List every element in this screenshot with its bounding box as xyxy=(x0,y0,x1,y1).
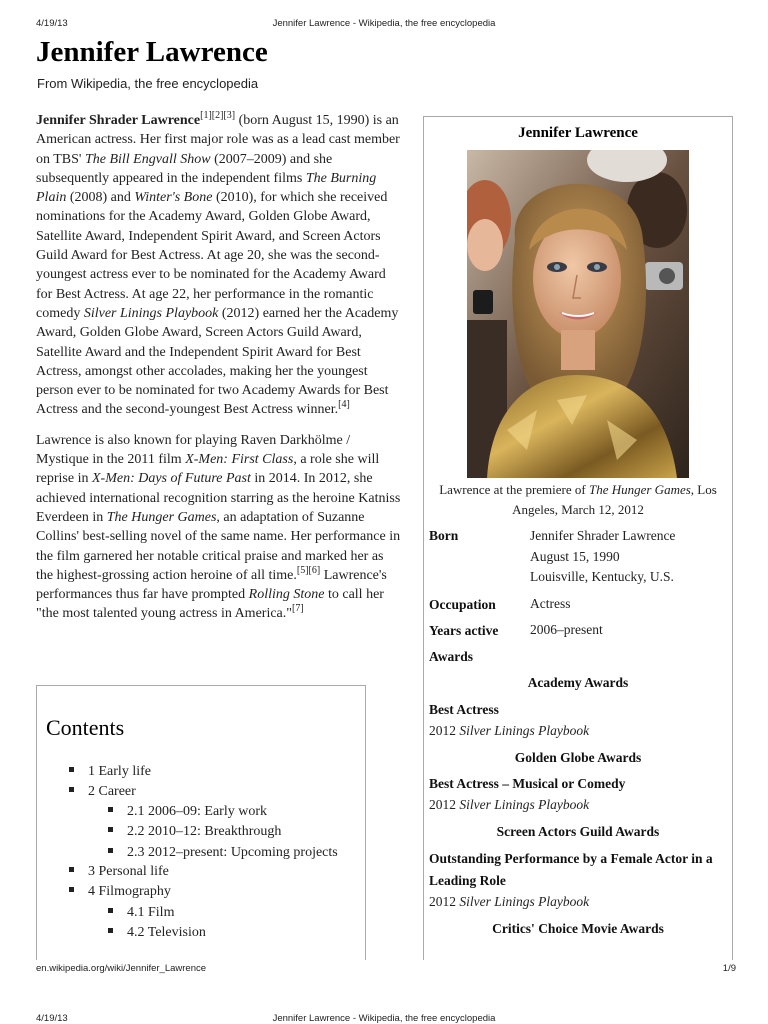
infobox-title: Jennifer Lawrence xyxy=(518,125,638,141)
print-title: Jennifer Lawrence - Wikipedia, the free encyclopedia xyxy=(272,18,496,29)
toc-item-television[interactable]: 4.2 Television xyxy=(108,924,206,942)
link-rolling-stone[interactable]: Rolling Stone xyxy=(248,587,325,603)
sag-winner: 2012 Silver Linings Playbook xyxy=(429,894,590,909)
table-of-contents xyxy=(36,685,366,960)
bullet-icon xyxy=(69,887,74,892)
toc-item-career[interactable]: 2 Career xyxy=(69,783,136,801)
citation-7[interactable]: [7] xyxy=(291,603,304,615)
portrait-photo[interactable] xyxy=(467,150,689,478)
second-paragraph xyxy=(36,431,404,624)
toc-item-personal-life[interactable]: 3 Personal life xyxy=(69,863,169,881)
bullet-icon xyxy=(69,787,74,792)
toc-item-breakthrough[interactable]: 2.2 2010–12: Breakthrough xyxy=(108,823,281,841)
intro-text-4: (2010), for which she received nominations for the Academy Award, Golden Globe Award, Satellite Award, Independent Spirit Award, and Screen Actors Guild Award for Best Actress. At age 20, she was the second-youngest actress ever to be nominated for the Academy Award for Best Actress. At age 22, her performance in the romantic comedy xyxy=(36,190,388,321)
page-title: Jennifer Lawrence xyxy=(36,36,268,68)
next-page-title: Jennifer Lawrence - Wikipedia, the free encyclopedia xyxy=(272,1013,496,1024)
occupation-value: Actress xyxy=(530,596,571,611)
toc-item-filmography[interactable]: 4 Filmography xyxy=(69,883,171,901)
bullet-icon xyxy=(108,928,113,933)
intro-text-3: (2008) and xyxy=(66,190,135,206)
birth-name: Jennifer Shrader Lawrence xyxy=(530,528,676,543)
citation-5-6[interactable]: [5][6] xyxy=(296,564,321,576)
intro-text-2: (2007–2009) and she subsequently appeared in the independent films xyxy=(36,151,333,186)
p2-text-1: Lawrence is also known for playing Raven Darkhölme / Mystique in the 2011 film xyxy=(36,432,351,468)
sag-category[interactable]: Outstanding Performance by a Female Actor in a Leading Role xyxy=(429,851,713,888)
toc-item-early-work[interactable]: 2.1 2006–09: Early work xyxy=(108,803,267,821)
link-hunger-games[interactable]: The Hunger Games xyxy=(106,509,217,525)
academy-category[interactable]: Best Actress xyxy=(429,702,499,717)
academy-winner: 2012 Silver Linings Playbook xyxy=(429,723,590,738)
occupation-label: Occupation xyxy=(429,597,496,612)
link-winters-bone[interactable]: Winter's Bone xyxy=(134,190,213,206)
p2-text-4: , an adaptation of Suzanne Collins' best-selling novel of the same name. Her performance in the film garnered her notable critical praise and marked her as the highest-grossing action heroine of all time. xyxy=(36,509,401,583)
intro-text-1: (born August 15, 1990) is an American actress. Her first major role was as a lead cast member on TBS' xyxy=(36,113,400,167)
link-silver-linings[interactable]: Silver Linings Playbook xyxy=(83,305,219,321)
sag-heading[interactable]: Screen Actors Guild Awards xyxy=(496,824,660,839)
toc-item-early-life[interactable]: 1 Early life xyxy=(69,763,151,781)
link-bill-engvall-show[interactable]: The Bill Engvall Show xyxy=(84,151,211,167)
birth-place[interactable]: Louisville, Kentucky, U.S. xyxy=(530,569,674,584)
bullet-icon xyxy=(69,767,74,772)
awards-label: Awards xyxy=(429,649,474,664)
citation-1-3[interactable]: [1][2][3] xyxy=(200,110,236,121)
caption-film-link[interactable]: The Hunger Games xyxy=(588,482,691,497)
photo-caption: Lawrence at the premiere of The Hunger Games, Los Angeles, March 12, 2012 xyxy=(439,482,717,517)
bullet-icon xyxy=(108,908,113,913)
subject-name: Jennifer Shrader Lawrence xyxy=(36,113,201,128)
golden-globe-heading[interactable]: Golden Globe Awards xyxy=(514,750,642,765)
link-burning-plain[interactable]: The Burning Plain xyxy=(36,170,377,206)
toc-item-film[interactable]: 4.1 Film xyxy=(108,904,174,922)
portrait-image xyxy=(467,150,689,478)
infobox xyxy=(423,116,733,960)
bullet-icon xyxy=(108,848,113,853)
golden-globe-winner: 2012 Silver Linings Playbook xyxy=(429,797,590,812)
next-page-date: 4/19/13 xyxy=(36,1013,68,1024)
p2-text-2: , a role she will reprise in xyxy=(36,452,380,487)
critics-choice-heading[interactable]: Critics' Choice Movie Awards xyxy=(492,921,664,936)
golden-globe-category[interactable]: Best Actress – Musical or Comedy xyxy=(429,776,626,791)
page-number: 1/9 xyxy=(722,963,736,974)
toc-title: Contents xyxy=(46,715,125,740)
bullet-icon xyxy=(108,827,113,832)
intro-text-5: (2012) earned her the Academy Award, Golden Globe Award, Screen Actors Guild Award, Satellite Award and the Independent Spirit Award for Best Actress, amongst other accolades, making her the youngest person ever to be nominated for two Academy Awards for Best Actress and the second-youngest Best Actress winner. xyxy=(36,305,399,418)
years-active-label: Years active xyxy=(429,623,499,638)
p2-text-3: in 2014. In 2012, she achieved international recognition starring as the heroine Katniss Everdeen in xyxy=(36,471,401,525)
toc-item-upcoming-projects[interactable]: 2.3 2012–present: Upcoming projects xyxy=(108,844,338,862)
intro-paragraph xyxy=(36,111,404,420)
bullet-icon xyxy=(69,867,74,872)
p2-text-6: to call her "the most talented young actress in America." xyxy=(36,587,384,622)
citation-4[interactable]: [4] xyxy=(338,399,350,411)
page-subtitle: From Wikipedia, the free encyclopedia xyxy=(37,76,259,91)
link-days-of-future-past[interactable]: X-Men: Days of Future Past xyxy=(91,471,251,487)
article-body xyxy=(36,111,404,624)
bullet-icon xyxy=(108,807,113,812)
years-active-value: 2006–present xyxy=(530,622,603,637)
birth-date: August 15, 1990 xyxy=(530,548,620,564)
print-date: 4/19/13 xyxy=(36,18,68,29)
page-url: en.wikipedia.org/wiki/Jennifer_Lawrence xyxy=(36,963,207,974)
p2-text-5: Lawrence's performances thus far have prompted xyxy=(36,567,387,603)
link-first-class[interactable]: X-Men: First Class xyxy=(185,452,294,468)
academy-awards-heading[interactable]: Academy Awards xyxy=(527,675,629,690)
born-value xyxy=(530,526,675,588)
born-label: Born xyxy=(429,528,459,543)
